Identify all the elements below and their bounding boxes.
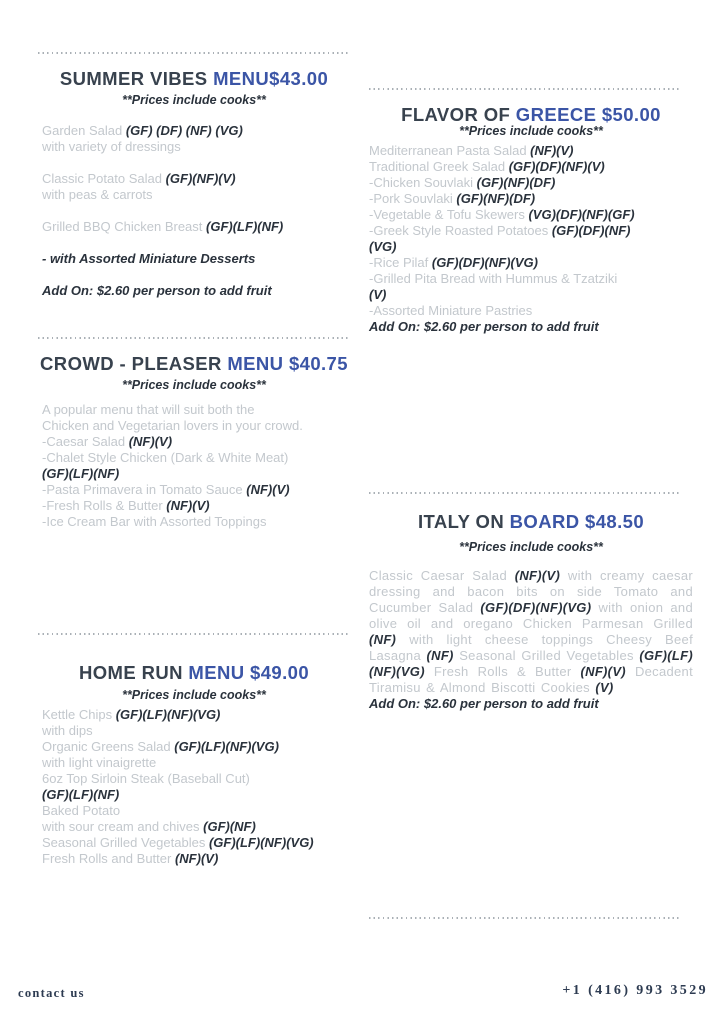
section-title-price: MENU $49.00: [188, 662, 310, 683]
dietary-tag: (GF)(DF)(NF)(VG): [431, 255, 538, 270]
item-text: -Chalet Style Chicken (Dark & White Meat): [42, 450, 289, 465]
menu-line: [42, 450, 350, 466]
dietary-tag: (NF)(V): [166, 498, 210, 513]
item-text: Decadent Tiramisu & Almond Biscotti Cookies: [369, 664, 693, 695]
section-title-price: MENU$43.00: [213, 68, 329, 89]
menu-line: [42, 739, 350, 755]
dietary-tag: (V): [369, 287, 387, 302]
item-text: Chicken and Vegetarian lovers in your crowd.: [42, 418, 303, 433]
section-title: [369, 510, 693, 534]
menu-line: [369, 207, 693, 223]
dotted-divider: [38, 52, 350, 54]
item-text: Classic Caesar Salad: [369, 568, 515, 583]
spacer: [42, 235, 350, 251]
section-items: [38, 123, 350, 299]
menu-line: [42, 707, 350, 723]
item-text: Garden Salad: [42, 123, 126, 138]
dietary-tag: (NF)(V): [128, 434, 173, 449]
dietary-tag: (GF)(NF): [203, 819, 256, 834]
menu-line: [369, 239, 693, 255]
menu-line: [42, 803, 350, 819]
section-title-name: ITALY ON: [417, 511, 510, 532]
section-title-price: MENU $40.75: [227, 353, 348, 374]
dietary-tag: (VG)(DF)(NF)(GF): [528, 207, 635, 222]
dietary-tag: (GF) (DF) (NF) (VG): [125, 123, 243, 138]
dietary-tag: (GF)(NF)(DF): [456, 191, 536, 206]
item-text: Fresh Rolls and Butter: [42, 851, 175, 866]
dietary-tag: (GF)(DF)(NF)(VG): [480, 600, 592, 615]
dietary-tag: Add On: $2.60 per person to add fruit: [369, 319, 599, 334]
menu-line: [42, 482, 350, 498]
section-crowd: [38, 337, 350, 530]
menu-line: [42, 219, 350, 235]
menu-line: [42, 514, 350, 530]
menu-line: [369, 319, 693, 335]
dotted-divider: [369, 88, 681, 90]
menu-line: [42, 771, 350, 787]
item-text: -Ice Cream Bar with Assorted Toppings: [42, 514, 267, 529]
menu-line: [42, 187, 350, 203]
dietary-tag: (NF)(V): [530, 143, 574, 158]
item-text: with peas & carrots: [42, 187, 153, 202]
section-items: [38, 707, 350, 867]
section-items: [38, 402, 350, 530]
dietary-tag: (GF)(NF)(DF): [476, 175, 556, 190]
dotted-divider: [38, 337, 350, 339]
menu-line: [369, 287, 693, 303]
item-text: with variety of dressings: [42, 139, 181, 154]
menu-line: [369, 303, 693, 319]
dietary-tag: (NF): [369, 632, 397, 647]
dotted-divider: [369, 492, 681, 494]
item-text: with dips: [42, 723, 93, 738]
menu-line: [369, 175, 693, 191]
item-text: Baked Potato: [42, 803, 121, 818]
prices-note: **Prices include cooks**: [122, 378, 266, 392]
item-text: Organic Greens Salad: [42, 739, 175, 754]
spacer: [42, 203, 350, 219]
section-title-price: GREECE $50.00: [515, 104, 661, 125]
menu-line: [42, 418, 350, 434]
item-text: Traditional Greek Salad: [369, 159, 509, 174]
menu-line: [42, 402, 350, 418]
prices-note: **Prices include cooks**: [122, 93, 266, 107]
dietary-tag: Add On: $2.60 per person to add fruit: [369, 696, 599, 711]
section-italy: [369, 492, 693, 712]
section-title: [38, 352, 350, 376]
menu-line: [42, 835, 350, 851]
menu-line: [42, 851, 350, 867]
menu-line: [369, 159, 693, 175]
item-text: Mediterranean Pasta Salad: [369, 143, 531, 158]
menu-line: [42, 123, 350, 139]
spacer: [42, 155, 350, 171]
item-text: -Caesar Salad: [42, 434, 129, 449]
spacer: [42, 267, 350, 283]
dietary-tag: (V): [595, 680, 614, 695]
item-text: Seasonal Grilled Vegetables: [453, 648, 640, 663]
item-text: -Fresh Rolls & Butter: [42, 498, 167, 513]
menu-line: [42, 283, 350, 299]
prices-note: **Prices include cooks**: [459, 540, 603, 554]
dietary-tag: (NF)(V): [514, 568, 561, 583]
item-text: with creamy caesar dressing and bacon bits on side Tomato and Cucumber Salad: [369, 568, 693, 615]
section-greece: [369, 88, 693, 335]
menu-line: [369, 255, 693, 271]
section-title-name: SUMMER VIBES: [59, 68, 214, 89]
section-homerun: [38, 633, 350, 867]
dietary-tag: (NF)(V): [174, 851, 219, 866]
item-text: -Pasta Primavera in Tomato Sauce: [42, 482, 247, 497]
menu-line: [42, 755, 350, 771]
item-text: with sour cream and chives: [42, 819, 204, 834]
prices-note: **Prices include cooks**: [459, 124, 603, 138]
menu-line: [369, 568, 693, 696]
dietary-tag: (NF): [426, 648, 454, 663]
dietary-tag: (GF)(LF)(NF)(VG): [115, 707, 221, 722]
menu-line: [42, 819, 350, 835]
section-title-price: BOARD $48.50: [509, 511, 645, 532]
dietary-tag: Add On: $2.60 per person to add fruit: [42, 283, 272, 298]
contact-us-link[interactable]: contact us: [18, 986, 85, 1000]
section-title-name: FLAVOR OF: [401, 104, 516, 125]
prices-note: **Prices include cooks**: [122, 688, 266, 702]
item-text: Fresh Rolls & Butter: [424, 664, 581, 679]
menu-line: [369, 223, 693, 239]
menu-line: [42, 498, 350, 514]
menu-line: [369, 696, 693, 712]
item-text: -Assorted Miniature Pastries: [369, 303, 533, 318]
dotted-divider: [38, 633, 350, 635]
menu-line: [42, 434, 350, 450]
section-summer: [38, 52, 350, 299]
dotted-divider: [369, 917, 681, 919]
dietary-tag: (GF)(LF)(NF)(VG): [208, 835, 314, 850]
dietary-tag: (GF)(LF)(NF): [42, 466, 120, 481]
item-text: 6oz Top Sirloin Steak (Baseball Cut): [42, 771, 250, 786]
section-title: [38, 661, 350, 685]
dietary-tag: (GF)(NF)(V): [165, 171, 236, 186]
dietary-tag: (GF)(LF)(NF)(VG): [174, 739, 279, 754]
item-text: -Greek Style Roasted Potatoes: [369, 223, 552, 238]
item-text: -Vegetable & Tofu Skewers: [369, 207, 529, 222]
section-title-name: HOME RUN: [78, 662, 189, 683]
dietary-tag: (GF)(LF)(NF): [206, 219, 284, 234]
menu-line: [42, 723, 350, 739]
item-text: with light cheese toppings Cheesy Beef Lasagna: [369, 632, 693, 663]
item-text: Seasonal Grilled Vegetables: [42, 835, 209, 850]
phone-number: +1 (416) 993 3529: [562, 983, 708, 998]
menu-line: [42, 787, 350, 803]
section-title: [38, 67, 350, 91]
menu-line: [42, 139, 350, 155]
section-items: [369, 568, 693, 712]
dietary-tag: (GF)(DF)(NF): [551, 223, 631, 238]
dietary-tag: (NF)(V): [246, 482, 290, 497]
item-text: Classic Potato Salad: [42, 171, 166, 186]
item-text: Grilled BBQ Chicken Breast: [42, 219, 207, 234]
menu-line: [369, 271, 693, 287]
menu-line: [369, 143, 693, 159]
item-text: -Grilled Pita Bread with Hummus & Tzatziki: [369, 271, 618, 286]
item-text: with onion and olive oil and oregano Chicken Parmesan Grilled: [369, 600, 693, 631]
dietary-tag: (GF)(DF)(NF)(V): [508, 159, 605, 174]
dietary-tag: - with Assorted Miniature Desserts: [42, 251, 256, 266]
item-text: -Chicken Souvlaki: [369, 175, 477, 190]
dietary-tag: (NF)(V): [580, 664, 626, 679]
item-text: -Pork Souvlaki: [369, 191, 457, 206]
dietary-tag: (GF)(LF)(NF)(VG): [369, 648, 693, 679]
section-items: [369, 143, 693, 335]
item-text: -Rice Pilaf: [369, 255, 432, 270]
menu-line: [369, 191, 693, 207]
section-title-name: CROWD - PLEASER: [40, 353, 228, 374]
menu-line: [42, 171, 350, 187]
dietary-tag: (VG): [369, 239, 397, 254]
dietary-tag: (GF)(LF)(NF): [42, 787, 120, 802]
menu-line: [42, 251, 350, 267]
item-text: A popular menu that will suit both the: [42, 402, 255, 417]
menu-line: [42, 466, 350, 482]
item-text: with light vinaigrette: [42, 755, 157, 770]
item-text: Kettle Chips: [42, 707, 116, 722]
